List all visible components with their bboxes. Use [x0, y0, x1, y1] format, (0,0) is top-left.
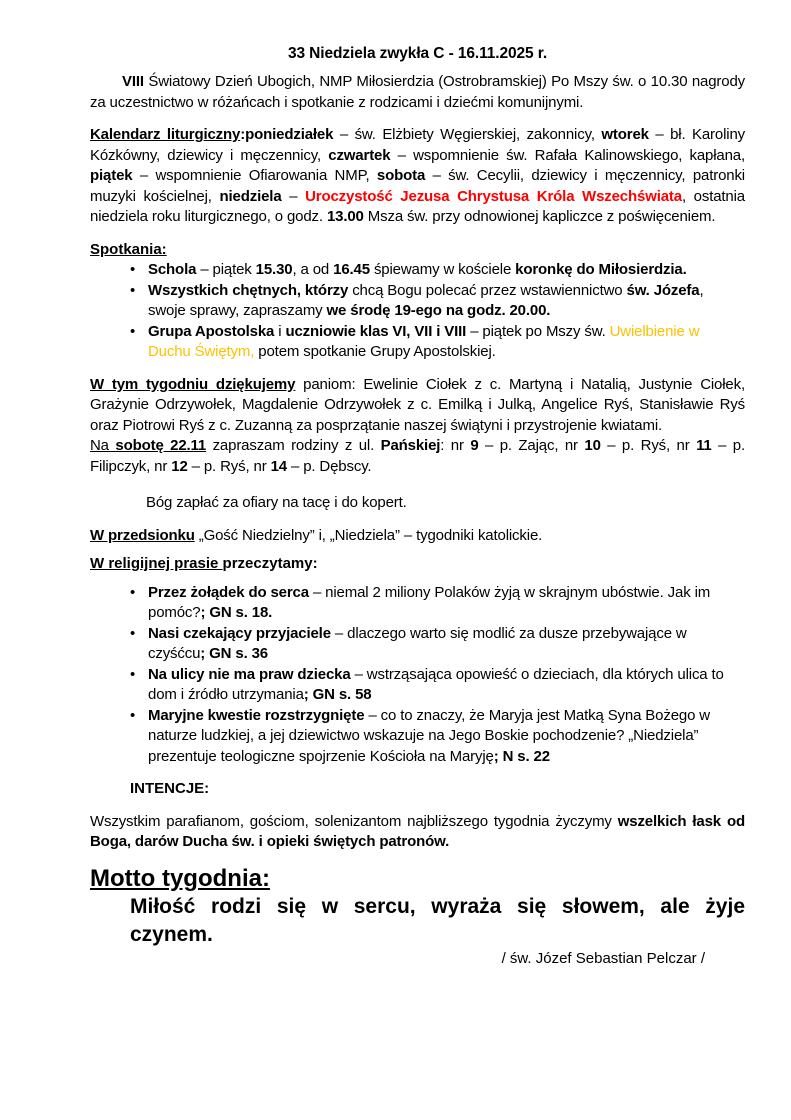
list-item	[90, 624, 745, 665]
spacer	[90, 477, 745, 493]
spacer	[90, 228, 745, 240]
spacer	[90, 853, 745, 865]
saturday-text-6: – p. Ryś, nr	[187, 457, 271, 475]
calendar-text-6: –	[281, 187, 306, 205]
calendar-heading: Kalendarz liturgiczny	[90, 126, 241, 144]
meeting-1-emphasis: koronkę do Miłosierdzia.	[515, 261, 687, 279]
thanks-heading: W tym tygodniu dziękujemy	[90, 375, 296, 393]
meetings-heading	[90, 240, 745, 261]
list-item	[90, 665, 745, 706]
meeting-2-patron: św. Józefa	[626, 281, 700, 299]
calendar-heading-colon: :	[240, 126, 246, 144]
calendar-day-saturday: sobota	[376, 167, 426, 185]
saturday-paragraph	[90, 436, 745, 477]
vestibule-paragraph	[90, 526, 745, 547]
meeting-2-text-1: chcą Bogu polecać przez wstawiennictwo	[348, 281, 627, 299]
meeting-3-highlight: Uwielbienie w Duchu Świętym,	[148, 322, 700, 361]
spacer	[90, 363, 745, 375]
blessing-emphasis: wszelkich łask od Boga, darów Ducha św. i opieki świętych patronów.	[90, 812, 745, 851]
press-list	[90, 583, 745, 768]
calendar-day-sunday: niedziela	[219, 187, 282, 205]
press-1-source: ; GN s. 18.	[200, 604, 273, 622]
spacer	[90, 546, 745, 554]
motto-heading	[90, 865, 745, 893]
saturday-text-7: – p. Dębscy.	[286, 457, 372, 475]
spacer	[90, 767, 745, 779]
saturday-text-3: – p. Zając, nr	[478, 437, 585, 455]
thanks-paragraph	[90, 375, 745, 437]
page-title: 33 Niedziela zwykła C - 16.11.2025 r.	[287, 45, 548, 62]
intro-lead: VIII	[122, 73, 144, 91]
saturday-text-1: zapraszam rodziny z ul.	[206, 437, 381, 455]
calendar-text-5: – św. Cecylii, dziewicy i męczennicy, patronki muzyki kościelnej,	[90, 167, 745, 205]
calendar-day-thursday: czwartek	[328, 146, 391, 164]
press-2-source: ; GN s. 36	[200, 645, 268, 663]
meetings-heading-text: Spotkania:	[90, 240, 167, 258]
calendar-text-8: Msza św. przy odnowionej kapliczce z poświęceniem.	[363, 208, 716, 226]
calendar-text-3: – wspomnienie św. Rafała Kalinowskiego, kapłana,	[390, 146, 746, 164]
saturday-text-4: – p. Ryś, nr	[600, 437, 697, 455]
list-item	[90, 322, 745, 363]
list-item	[90, 260, 745, 281]
meeting-1-time-2: 16.45	[333, 261, 370, 279]
calendar-day-friday: piątek	[90, 167, 133, 185]
saturday-number-9: 9	[470, 437, 479, 455]
press-1-text: – niemal 2 miliony Polaków żyją w skrajnym ubóstwie. Jak im pomóc?	[148, 583, 711, 622]
motto-heading-text: Motto tygodnia:	[90, 864, 270, 892]
calendar-mass-hour: 13.00	[326, 208, 364, 226]
document-body	[90, 44, 745, 969]
saturday-number-11: 11	[696, 437, 712, 455]
meetings-list	[90, 260, 745, 363]
calendar-feast-highlight: Uroczystość Jezusa Chrystusa Króla Wszechświata	[305, 187, 682, 205]
list-item	[90, 706, 745, 768]
press-heading-underlined: W religijnej prasie	[90, 555, 223, 573]
press-4-source: ; N s. 22	[493, 747, 550, 765]
press-2-text: – dlaczego warto się modlić za dusze przebywające w czyśćcu	[148, 624, 687, 663]
calendar-text-4: – wspomnienie Ofiarowania NMP,	[132, 167, 377, 185]
press-3-text: – wstrząsająca opowieść o dzieciach, dla których ulica to dom i źródło utrzymania	[148, 665, 724, 704]
meeting-1-text-2: , a od	[292, 261, 334, 279]
thanks-text: paniom: Ewelinie Ciołek z c. Martyną i Natalią, Justynie Ciołek, Grażynie Odrzywołek, Magdalenie Odrzywołek z c. Emilką i Julką, Angelice Ryś, Stanisławie Ryś oraz Piotrowi Ryś z c. Zuzanną za posprzątanie naszej świątyni i przystrojenie kwiatami.	[90, 375, 745, 434]
blessing-text: Wszystkim parafianom, gościom, solenizantom najbliższego tygodnia życzymy	[90, 812, 618, 830]
vestibule-heading: W przedsionku	[90, 526, 195, 544]
calendar-day-tuesday: wtorek	[601, 126, 649, 144]
press-3-source: ; GN s. 58	[303, 686, 372, 704]
offering-line: Bóg zapłać za ofiary na tacę i do kopert.	[146, 494, 407, 512]
saturday-street: Pańskiej	[380, 437, 441, 455]
spacer	[90, 514, 745, 526]
meeting-3-text-1: i	[274, 322, 286, 340]
saturday-text-5: – p. Filipczyk, nr	[90, 437, 746, 475]
meeting-2-text-2: , swoje sprawy, zapraszamy	[148, 281, 704, 320]
calendar-paragraph	[90, 125, 745, 228]
intro-text: Światowy Dzień Ubogich, NMP Miłosierdzia (Ostrobramskiej) Po Mszy św. o 10.30 nagrody za uczestnictwo w różańcach i spotkanie z rodzicami i dziećmi komunijnymi.	[90, 73, 745, 111]
meeting-1-text-1: – piątek	[196, 261, 256, 279]
press-heading-bold: przeczytamy:	[222, 555, 318, 573]
press-2-title: Nasi czekający przyjaciele	[148, 624, 331, 642]
motto-quote: Miłość rodzi się w sercu, wyraża się słowem, ale żyje czynem.	[130, 894, 745, 946]
press-4-title: Maryjne kwestie rozstrzygnięte	[148, 706, 365, 724]
saturday-text-2: : nr	[440, 437, 471, 455]
press-heading	[90, 554, 745, 575]
blessing-paragraph	[90, 812, 745, 853]
meeting-1-text-3: śpiewamy w kościele	[369, 261, 516, 279]
saturday-date: sobotę 22.11	[115, 437, 207, 455]
intro-paragraph	[90, 72, 745, 113]
motto-author: / św. Józef Sebastian Pelczar /	[501, 949, 705, 967]
meeting-2-schedule: we środę 19-ego na godz. 20.00.	[326, 302, 551, 320]
calendar-text-2: – bł. Karoliny Kózkówny, dziewicy i męczennicy,	[90, 126, 745, 164]
calendar-text-7: , ostatnia niedziela roku liturgicznego, o godz.	[90, 187, 745, 226]
saturday-lead: Na	[90, 437, 116, 455]
calendar-day-monday: poniedziałek	[245, 126, 334, 144]
meeting-1-time-1: 15.30	[255, 261, 293, 279]
press-4-text: – co to znaczy, że Maryja jest Matką Syna Bożego w naturze ludzkiej, a jej dziewictwo wskazuje na Jego Boskie pochodzenie? „Niedziela” prezentuje teologiczne spojrzenie Kościoła na Maryję	[148, 706, 710, 765]
spacer	[90, 113, 745, 125]
calendar-text-1: – św. Elżbiety Węgierskiej, zakonnicy,	[333, 126, 602, 144]
meeting-3-text-2: – piątek po Mszy św.	[466, 322, 610, 340]
intentions-heading: INTENCJE:	[130, 780, 210, 798]
press-1-title: Przez żołądek do serca	[148, 583, 309, 601]
meeting-3-classes: uczniowie klas VI, VII i VIII	[285, 322, 467, 340]
spacer	[90, 800, 745, 812]
saturday-number-14: 14	[270, 457, 287, 475]
saturday-number-10: 10	[584, 437, 601, 455]
meeting-3-text-3: potem spotkanie Grupy Apostolskiej.	[254, 343, 496, 361]
list-item	[90, 583, 745, 624]
saturday-number-12: 12	[171, 457, 188, 475]
meeting-2-title: Wszystkich chętnych, którzy	[148, 281, 349, 299]
spacer	[90, 575, 745, 583]
press-3-title: Na ulicy nie ma praw dziecka	[148, 665, 351, 683]
meeting-1-title: Schola	[148, 261, 197, 279]
meeting-3-title: Grupa Apostolska	[148, 322, 275, 340]
vestibule-text: „Gość Niedzielny” i, „Niedziela” – tygodniki katolickie.	[194, 526, 543, 544]
list-item	[90, 281, 745, 322]
